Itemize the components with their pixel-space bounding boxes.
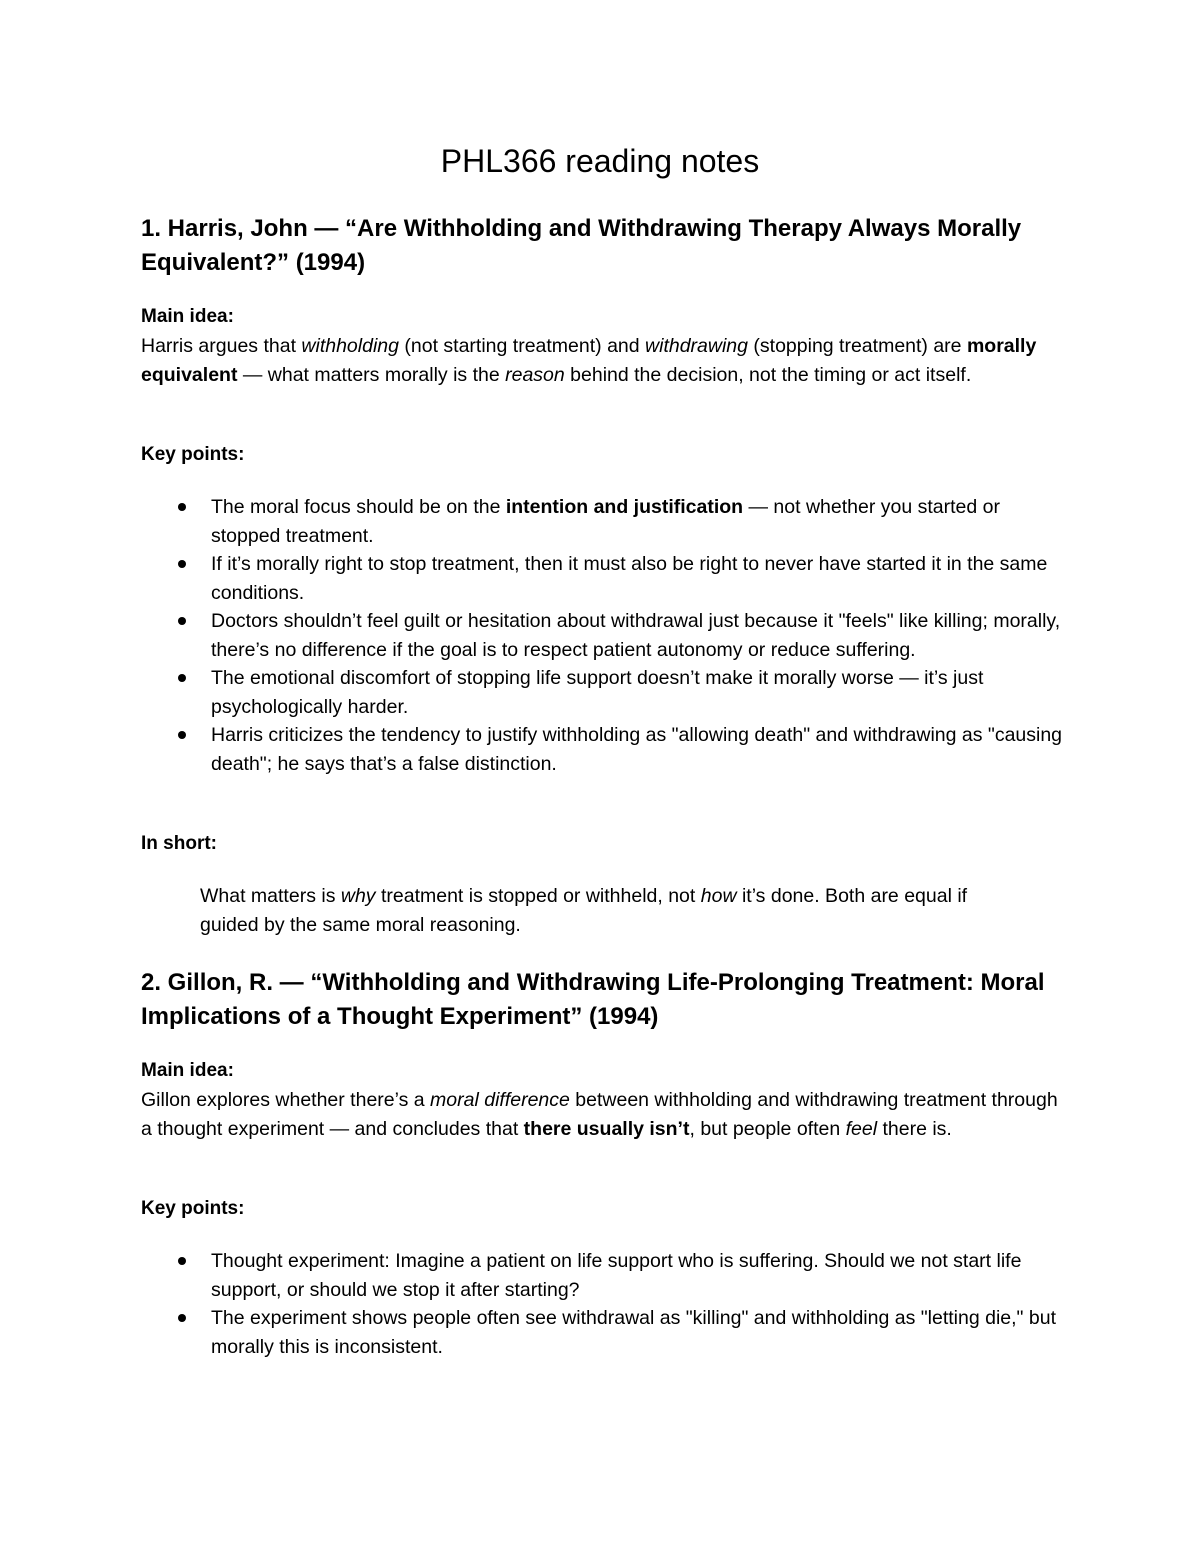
section-1-main-idea-label: Main idea:: [141, 306, 234, 327]
bullet-icon: [178, 560, 186, 568]
bullet-icon: [178, 1257, 186, 1265]
list-item: Thought experiment: Imagine a patient on life support who is suffering. Should we not start life support, or should we stop it after starting?: [141, 1247, 1071, 1304]
section-2-heading: 2. Gillon, R. — “Withholding and Withdrawing Life-Prolonging Treatment: Moral Implications of a Thought Experiment” (1994): [141, 969, 1045, 1030]
section-2-key-points-label: Key points:: [141, 1198, 245, 1219]
section-1-in-short: What matters is why treatment is stopped or withheld, not how it’s done. Both are equal if guided by the same moral reasoning.: [200, 885, 968, 936]
section-1-main-idea: Harris argues that withholding (not starting treatment) and withdrawing (stopping treatment) are morally equivalent — what matters morally is the reason behind the decision, not the timing or act itself.: [141, 335, 1037, 386]
bullet-icon: [178, 731, 186, 739]
bullet-icon: [178, 674, 186, 682]
list-item: Harris criticizes the tendency to justify withholding as "allowing death" and withdrawing as "causing death"; he says that’s a false distinction.: [141, 721, 1071, 778]
section-1-key-points-list: [141, 493, 1071, 778]
section-2-main-idea-label: Main idea:: [141, 1060, 234, 1081]
bullet-icon: [178, 503, 186, 511]
section-2-key-points-list: [141, 1247, 1071, 1361]
list-item: If it’s morally right to stop treatment, then it must also be right to never have started it in the same conditions.: [141, 550, 1071, 607]
page-title: PHL366 reading notes: [440, 143, 760, 179]
section-2-main-idea: Gillon explores whether there’s a moral difference between withholding and withdrawing treatment through a thought experiment — and concludes that there usually isn’t, but people often feel there is.: [141, 1089, 1058, 1140]
list-item: The experiment shows people often see withdrawal as "killing" and withholding as "letting die," but morally this is inconsistent.: [141, 1304, 1071, 1361]
bullet-icon: [178, 617, 186, 625]
section-1-key-points-label: Key points:: [141, 444, 245, 465]
list-item: Doctors shouldn’t feel guilt or hesitation about withdrawal just because it "feels" like killing; morally, there’s no difference if the goal is to respect patient autonomy or reduce suffering.: [141, 607, 1071, 664]
section-1-in-short-label: In short:: [141, 833, 217, 854]
section-1-heading: 1. Harris, John — “Are Withholding and Withdrawing Therapy Always Morally Equivalent?” (1994): [141, 215, 1022, 276]
bullet-icon: [178, 1314, 186, 1322]
list-item: The moral focus should be on the intention and justification — not whether you started or stopped treatment.: [141, 493, 1071, 550]
list-item: The emotional discomfort of stopping life support doesn’t make it morally worse — it’s just psychologically harder.: [141, 664, 1071, 721]
